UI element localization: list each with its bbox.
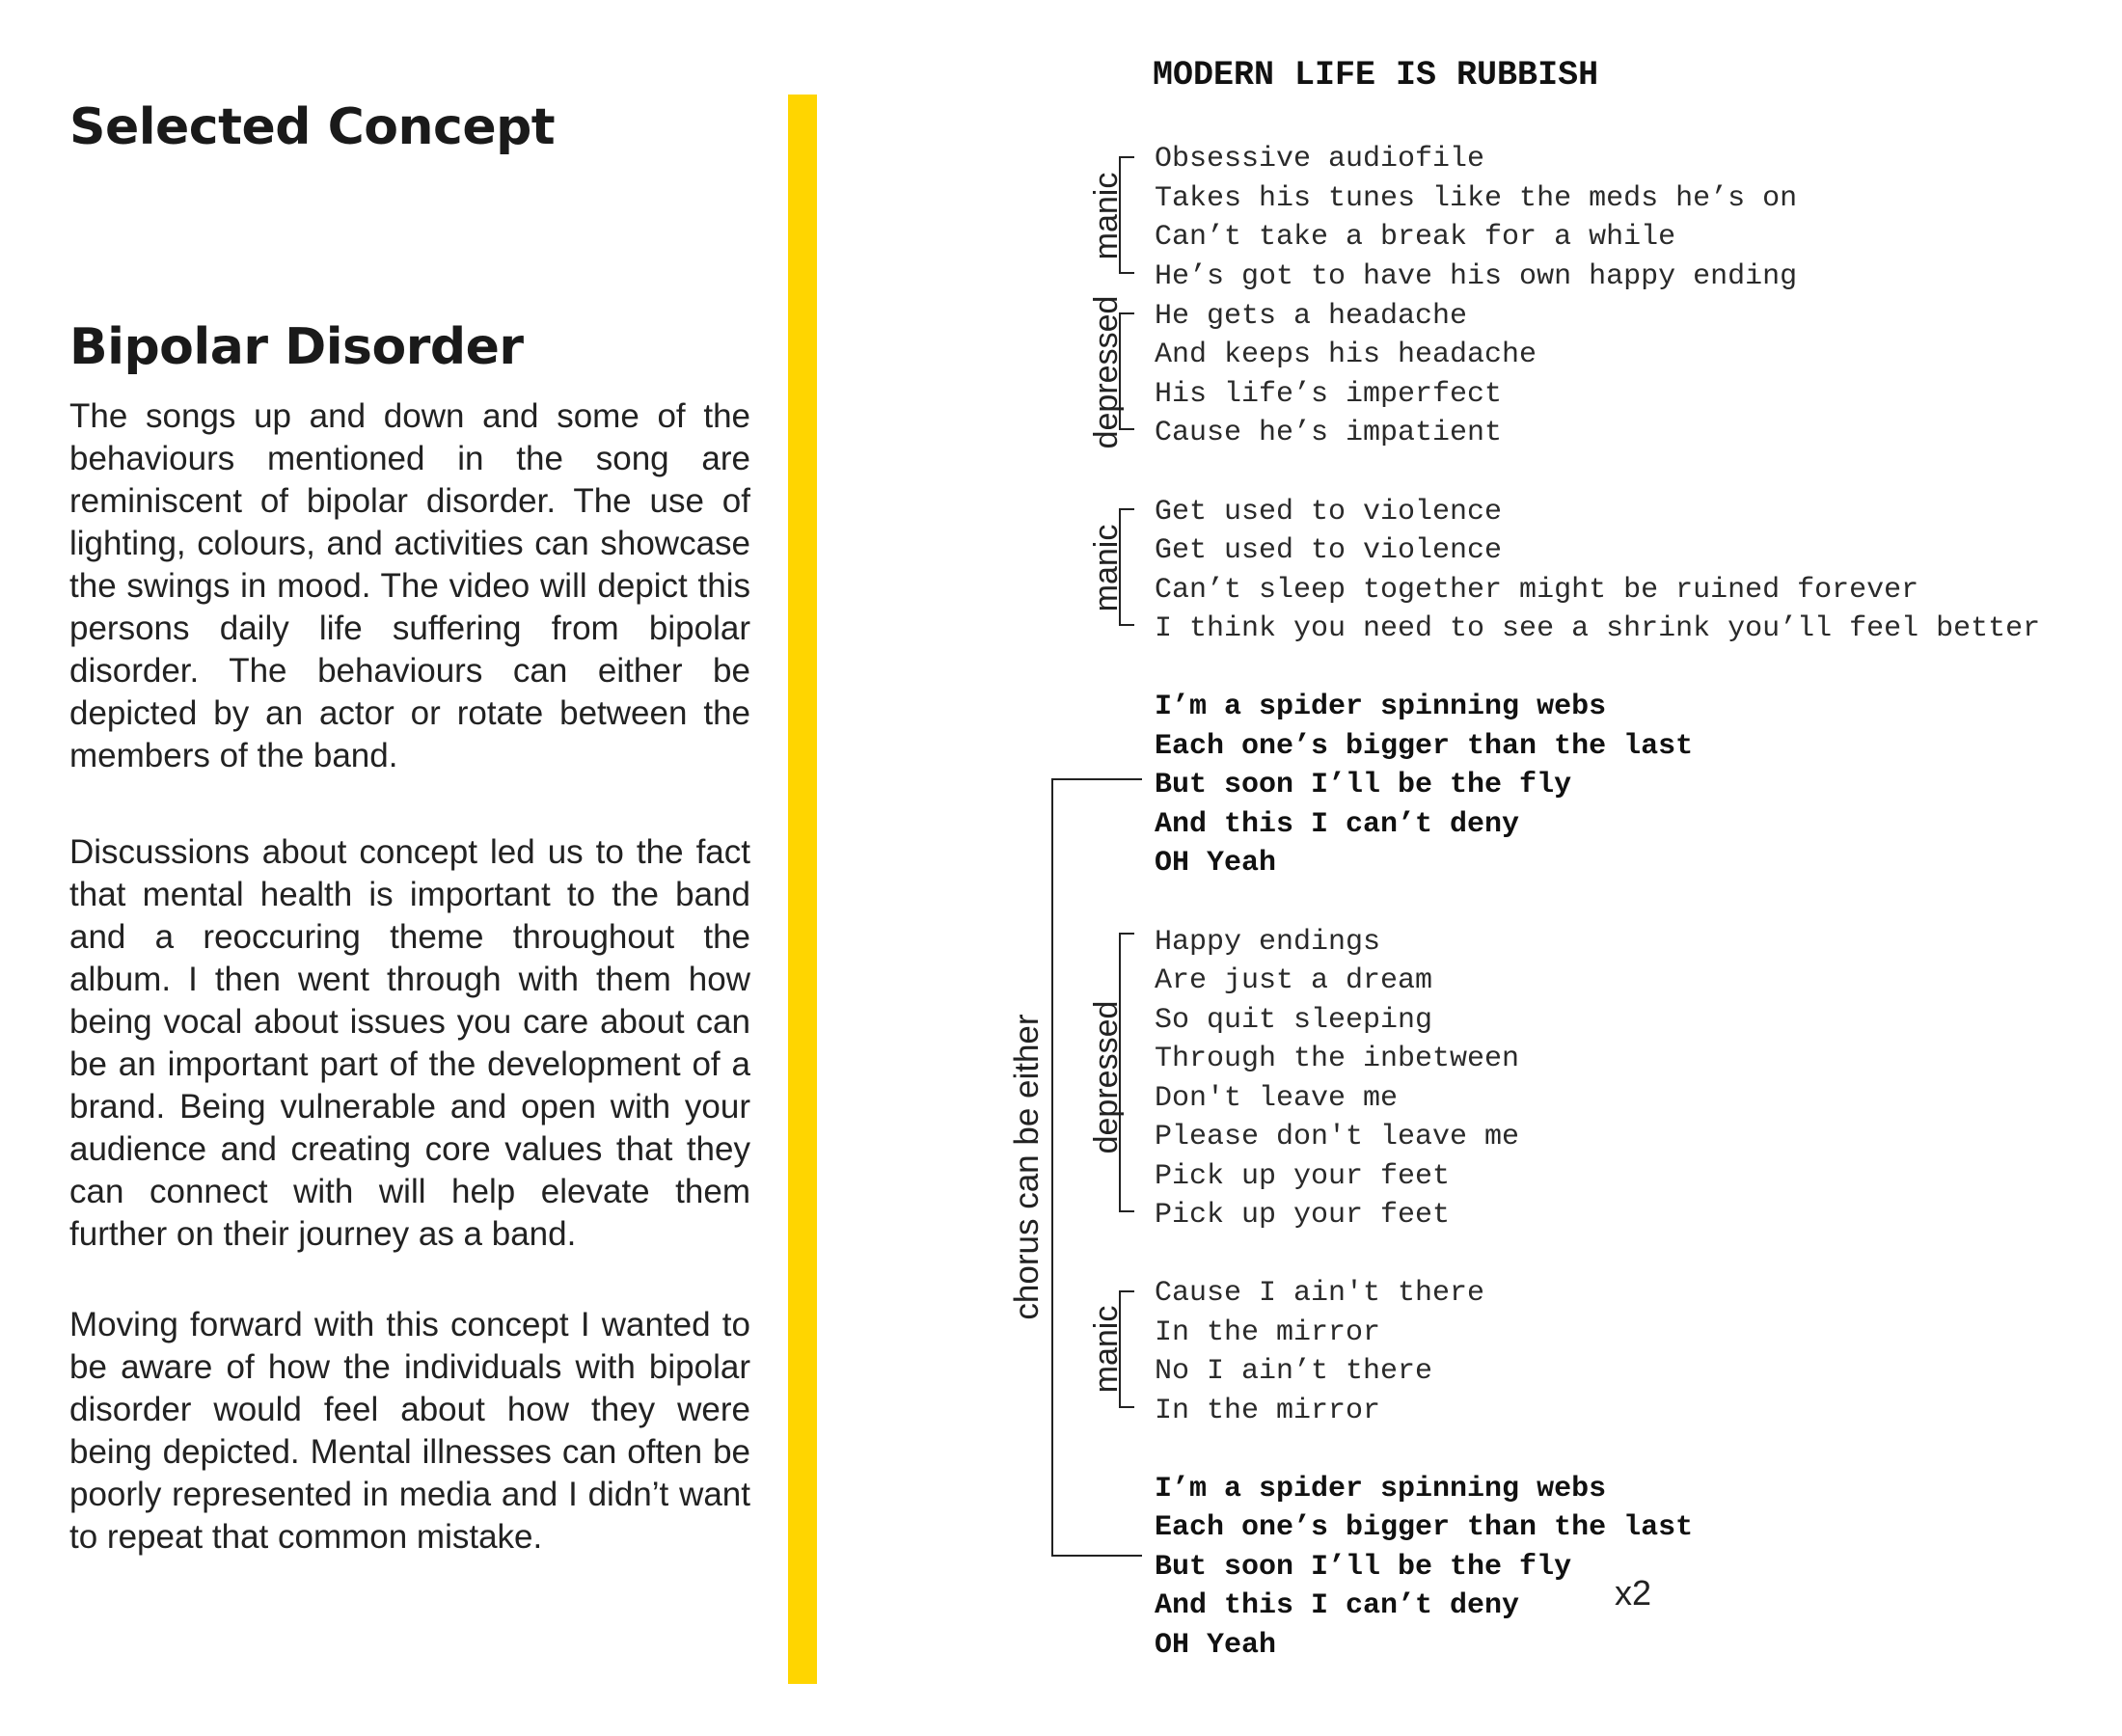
lyric-line: Through the inbetween (1155, 1043, 1520, 1075)
chorus-line: OH Yeah (1155, 1629, 1277, 1662)
chorus-line: But soon I’ll be the fly (1155, 1551, 1572, 1584)
chorus-note: chorus can be either (1008, 1014, 1046, 1320)
lyric-line: Don't leave me (1155, 1082, 1399, 1115)
repeat-mark: x2 (1615, 1573, 1652, 1613)
lyric-line: Happy endings (1155, 926, 1381, 959)
chorus-line: And this I can’t deny (1155, 808, 1520, 841)
mood-label-depressed: depressed (1088, 295, 1125, 449)
chorus-line: And this I can’t deny (1155, 1589, 1520, 1622)
song-title: MODERN LIFE IS RUBBISH (1153, 56, 1599, 95)
chorus-line: But soon I’ll be the fly (1155, 769, 1572, 801)
lyric-line: In the mirror (1155, 1395, 1381, 1427)
moving-forward-paragraph: Moving forward with this concept I wanted to be aware of how the individuals with bipolar disorder would feel about how they were being depicted. Mental illnesses can often be poorly represented in media and I didn’t want to repeat that common mistake. (69, 1306, 750, 1556)
chorus-line: Each one’s bigger than the last (1155, 730, 1694, 763)
lyric-line: Cause he’s impatient (1155, 417, 1503, 449)
mood-label-manic: manic (1088, 524, 1125, 612)
lyric-line: He gets a headache (1155, 300, 1468, 333)
lyric-line: His life’s imperfect (1155, 378, 1503, 411)
lyric-line: He’s got to have his own happy ending (1155, 260, 1798, 293)
lyric-line: So quit sleeping (1155, 1004, 1433, 1037)
lyric-line: No I ain’t there (1155, 1355, 1433, 1388)
mood-label-manic: manic (1088, 1305, 1125, 1394)
lyric-line: Cause I ain't there (1155, 1277, 1485, 1310)
concept-paragraph: The songs up and down and some of the behaviours mentioned in the song are reminiscent of bipolar disorder. The use of lighting, colours, and activities can showcase the swings in mood. The video will depict this persons daily life suffering from bipolar disorder. The behaviours can either be depicted by an actor or rotate between the members of the band. (69, 397, 750, 774)
lyric-line: Get used to violence (1155, 496, 1503, 529)
lyric-line: Can’t take a break for a while (1155, 221, 1676, 254)
page-title: Selected Concept (69, 98, 556, 156)
lyric-line: Pick up your feet (1155, 1199, 1451, 1232)
lyric-line: Obsessive audiofile (1155, 143, 1485, 176)
lyric-line: Pick up your feet (1155, 1160, 1451, 1193)
chorus-line: I’m a spider spinning webs (1155, 691, 1607, 723)
lyric-line: Are just a dream (1155, 964, 1433, 997)
lyric-line: Can’t sleep together might be ruined forever (1155, 574, 1919, 607)
lyric-line: I think you need to see a shrink you’ll feel better (1155, 612, 2041, 645)
mood-label-depressed: depressed (1088, 1000, 1125, 1154)
lyric-line: Takes his tunes like the meds he’s on (1155, 182, 1798, 215)
mood-label-manic: manic (1088, 172, 1125, 260)
concept-heading: Bipolar Disorder (69, 318, 524, 376)
chorus-line: Each one’s bigger than the last (1155, 1511, 1694, 1544)
lyric-line: And keeps his headache (1155, 339, 1537, 371)
lyric-line: In the mirror (1155, 1316, 1381, 1349)
chorus-line: I’m a spider spinning webs (1155, 1473, 1607, 1505)
chorus-bracket (1051, 778, 1142, 1557)
lyric-line: Get used to violence (1155, 534, 1503, 567)
lyric-line: Please don't leave me (1155, 1121, 1520, 1153)
discussion-paragraph: Discussions about concept led us to the fact that mental health is important to the band and a reoccuring theme throughout the album. I then went through with them how being vocal about issues you care about can be an important part of the development of a brand. Being vulnerable and open with your audience and creating core values that they can connect with will help elevate them further on their journey as a band. (69, 833, 750, 1253)
chorus-line: OH Yeah (1155, 847, 1277, 880)
accent-divider-bar (788, 95, 817, 1684)
